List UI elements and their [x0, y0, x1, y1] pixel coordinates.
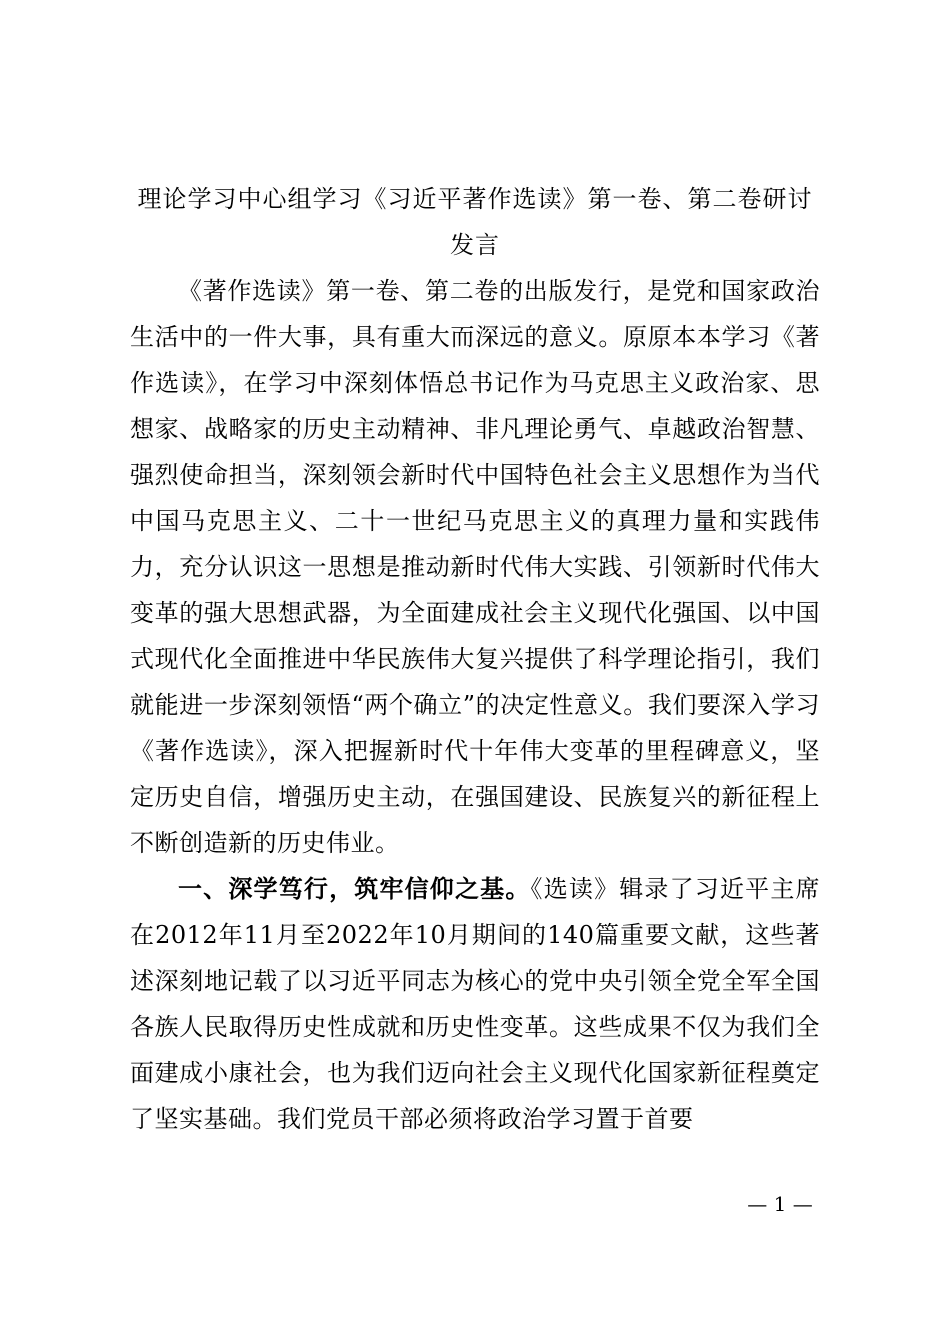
- document-title: 理论学习中心组学习《习近平著作选读》第一卷、第二卷研讨发言: [137, 185, 813, 259]
- paragraph-section-one-text: 《选读》辑录了习近平主席在2012年11月至2022年10月期间的140篇重要文献，这些著述深刻地记载了以习近平同志为核心的党中央引领全党全军全国各族人民取得历史性成就和历史性变革。这些成果不仅为我们全面建成小康社会，也为我们迈向社会主义现代化国家新征程奠定了坚实基础。我们党员干部必须将政治学习置于首要: [130, 875, 821, 1133]
- paragraph-intro: [130, 268, 820, 866]
- section-one-heading: 一、深学笃行，筑牢信仰之基。: [178, 875, 531, 903]
- page-number: — 1 —: [747, 1192, 813, 1216]
- paragraph-intro-text: 《著作选读》第一卷、第二卷的出版发行，是党和国家政治生活中的一件大事，具有重大而深远的意义。原原本本学习《著作选读》，在学习中深刻体悟总书记作为马克思主义政治家、思想家、战略家的历史主动精神、非凡理论勇气、卓越政治智慧、强烈使命担当，深刻领会新时代中国特色社会主义思想作为当代中国马克思主义、二十一世纪马克思主义的真理力量和实践伟力，充分认识这一思想是推动新时代伟大实践、引领新时代伟大变革的强大思想武器，为全面建成社会主义现代化强国、以中国式现代化全面推进中华民族伟大复兴提供了科学理论指引，我们就能进一步深刻领悟“两个确立”的决定性意义。我们要深入学习《著作选读》，深入把握新时代十年伟大变革的里程碑意义，坚定历史自信，增强历史主动，在强国建设、民族复兴的新征程上不断创造新的历史伟业。: [130, 277, 820, 857]
- paragraph-section-one: [130, 866, 820, 1142]
- document-body: [130, 268, 820, 1142]
